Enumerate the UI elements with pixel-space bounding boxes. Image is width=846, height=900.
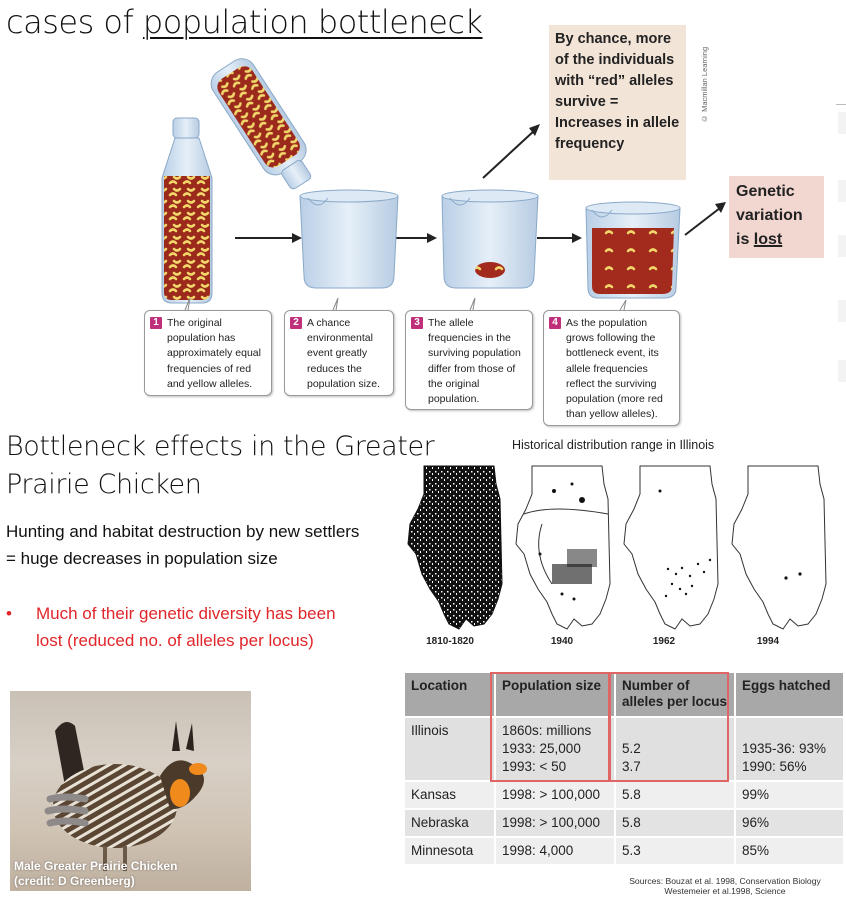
table-row: [405, 837, 844, 864]
header-location: Location: [405, 673, 495, 717]
step-4-box: [543, 310, 680, 426]
bullet-text: Much of their genetic diversity has been lost (reduced no. of alleles per locus): [36, 604, 336, 650]
title-underlined: population bottleneck: [142, 3, 483, 41]
cell-line: 3.7: [622, 759, 641, 774]
cell-line: 1935-36: 93%: [742, 741, 827, 756]
original-bottle: [162, 118, 212, 303]
cell-location: Nebraska: [405, 809, 495, 837]
cell-line: 1933: 25,000: [502, 741, 581, 756]
header-eggs-hatched: Eggs hatched: [735, 673, 844, 717]
section-title: Bottleneck effects in the Greater Prairie Chicken: [6, 431, 435, 500]
cell-line: 5.2: [622, 741, 641, 756]
cell-population: 1998: 4,000: [495, 837, 615, 864]
header-alleles-per-locus: Number of alleles per locus: [615, 673, 735, 717]
header-population-size: Population size: [495, 673, 615, 717]
cell-population: 1998: > 100,000: [495, 781, 615, 809]
edge-block: [838, 112, 846, 134]
edge-block: [838, 235, 846, 257]
step-number-badge: 3: [411, 317, 423, 329]
cell-eggs: [735, 717, 844, 781]
photo-caption: [14, 859, 177, 889]
map-title: Historical distribution range in Illinois: [512, 438, 715, 452]
cell-alleles: 5.8: [615, 809, 735, 837]
body-text: Hunting and habitat destruction by new settlers = huge decreases in population size: [6, 522, 360, 568]
map-label: 1962: [652, 636, 676, 647]
cell-location: Kansas: [405, 781, 495, 809]
edge-block: [838, 300, 846, 322]
callout-lost-text: Genetic variation is: [736, 183, 803, 248]
map-label: 1994: [756, 636, 780, 647]
cell-line: 1860s: millions: [502, 723, 592, 738]
step-number-badge: 1: [150, 317, 162, 329]
cell-line: [622, 722, 728, 740]
slide-title: [6, 2, 483, 42]
cell-eggs: 96%: [735, 809, 844, 837]
callout-lost-underlined: lost: [753, 231, 783, 248]
callout-variation-lost: [729, 176, 824, 258]
caption-credit: (credit: D Greenberg): [14, 874, 135, 888]
step-3-box: [405, 310, 533, 410]
step-text: As the population grows following the bottleneck event, its allele frequencies reflect the surviving population (more red than yellow alleles).: [566, 317, 663, 421]
illinois-range-maps: [404, 462, 844, 632]
map-label: 1940: [550, 636, 574, 647]
population-data-table: [405, 673, 845, 864]
cell-alleles: 5.3: [615, 837, 735, 864]
cell-location: Minnesota: [405, 837, 495, 864]
cell-eggs: 85%: [735, 837, 844, 864]
cell-line: 1993: < 50: [502, 759, 567, 774]
map-label: 1810-1820: [426, 636, 474, 647]
step-text: The original population has approximately equal frequencies of red and yellow alleles.: [167, 317, 261, 390]
table-row: [405, 781, 844, 809]
step-1-box: [144, 310, 272, 396]
cell-alleles: [615, 717, 735, 781]
table-row: [405, 717, 844, 781]
cell-location: Illinois: [405, 717, 495, 781]
cell-alleles: 5.8: [615, 781, 735, 809]
cell-population: [495, 717, 615, 781]
bullet-point: [6, 600, 366, 654]
cell-population: 1998: > 100,000: [495, 809, 615, 837]
cell-eggs: 99%: [735, 781, 844, 809]
step-text: A chance environmental event greatly reduces the population size.: [307, 317, 380, 390]
step-2-box: [284, 310, 394, 396]
step-text: The allele frequencies in the surviving population differ from those of the original population.: [428, 317, 521, 406]
cell-line: 1990: 56%: [742, 759, 807, 774]
divider: [836, 104, 846, 105]
table-header-row: [405, 673, 844, 717]
step-number-badge: 4: [549, 317, 561, 329]
step-number-badge: 2: [290, 317, 302, 329]
source-line: Sources: Bouzat et al. 1998, Conservation Biology: [629, 876, 821, 886]
callout-chance-survival: By chance, more of the individuals with “red” alleles survive = Increases in allele frequency: [549, 25, 686, 180]
edge-block: [838, 180, 846, 202]
bullet-icon: •: [6, 604, 12, 623]
title-prefix: cases of: [6, 3, 143, 41]
copyright-notice: © Macmillan Learning: [700, 46, 709, 124]
caption-line: Male Greater Prairie Chicken: [14, 859, 178, 873]
source-line: Westemeier et al.1998, Science: [664, 886, 786, 896]
prairie-chicken-photo: [10, 691, 251, 891]
edge-block: [838, 360, 846, 382]
table-row: [405, 809, 844, 837]
sources-citation: [605, 876, 845, 896]
cell-line: [742, 722, 837, 740]
